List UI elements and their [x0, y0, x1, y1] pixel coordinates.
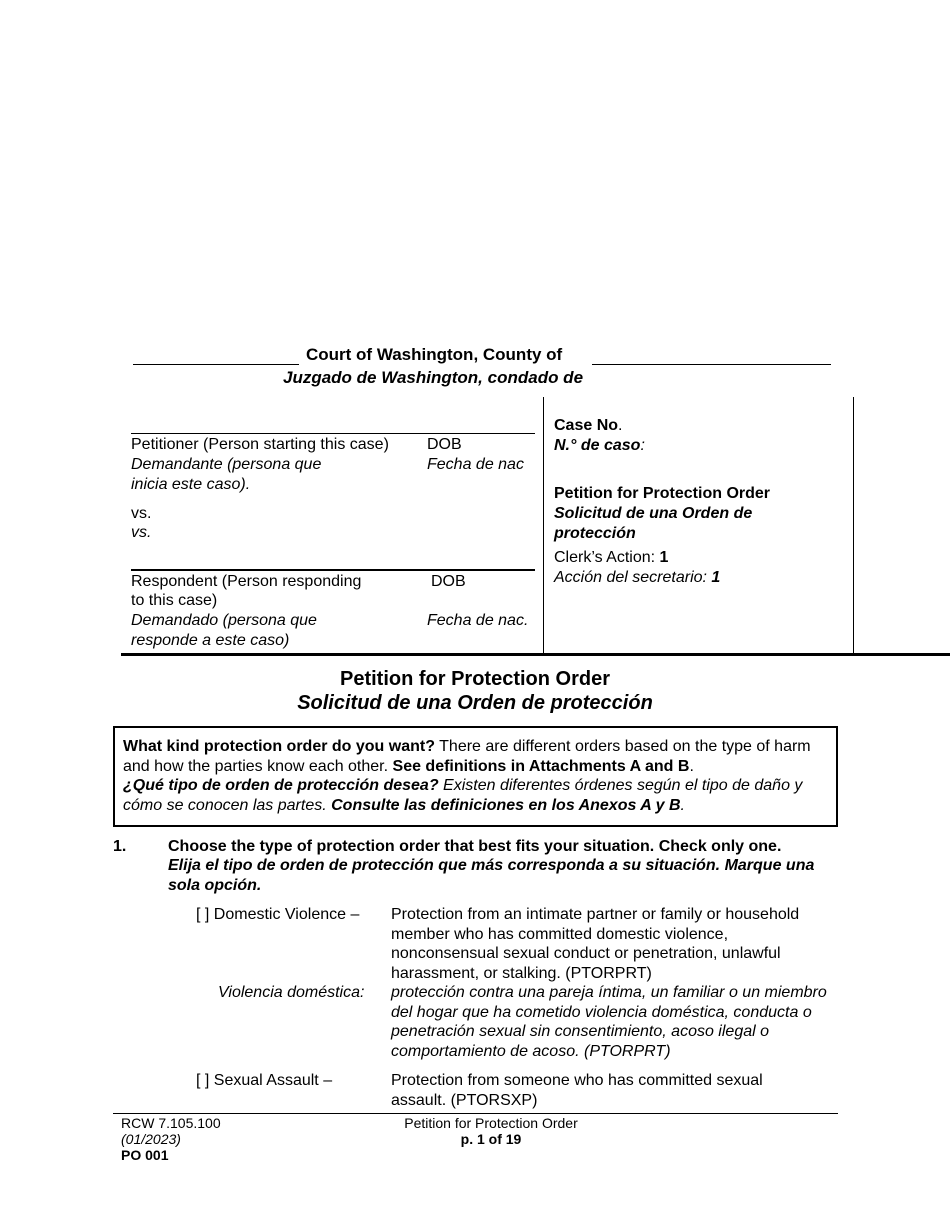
respondent-dob: DOB	[431, 573, 466, 590]
checkbox-sexual-assault[interactable]: [ ]	[196, 1072, 210, 1089]
section-instruction: Choose the type of protection order that best fits your situation. Check only one.	[168, 838, 782, 855]
info-box-en: What kind protection order do you want? There are different orders based on the type of harm and how the parties know each other. See definitions in Attachments A and B.	[123, 738, 811, 775]
section-number: 1.	[113, 838, 127, 855]
respondent-label-2: to this case)	[131, 592, 218, 609]
case-number-label-es: N.° de caso:	[554, 437, 645, 454]
option-desc-es: protección contra una pareja íntima, un familiar o un miembro del hogar que ha cometido violencia doméstica, conducta o penetración sexual sin consentimiento, acoso ilegal o comportamiento de acoso. (PTORPRT)	[391, 984, 827, 1060]
footer-form-number: PO 001	[121, 1147, 169, 1163]
doc-title-es-1: Solicitud de una Orden de	[554, 505, 753, 522]
footer-date: (01/2023)	[121, 1131, 181, 1147]
caption-divider	[543, 397, 544, 654]
vs-label-es: vs.	[131, 524, 152, 541]
county-blank-left[interactable]	[133, 364, 299, 365]
court-title: Court of Washington, County of	[306, 345, 563, 364]
info-box-es: ¿Qué tipo de orden de protección desea? Existen diferentes órdenes según el tipo de daño y cómo se conocen las partes. Consulte las definiciones en los Anexos A y B.	[123, 777, 803, 814]
clerk-action: Clerk’s Action: 1	[554, 549, 669, 566]
footer-rule	[113, 1113, 838, 1114]
case-number-label: Case No.	[554, 417, 623, 434]
doc-title: Petition for Protection Order	[554, 485, 771, 502]
respondent-name-line[interactable]	[131, 569, 535, 571]
respondent-label-es-2: responde a este caso)	[131, 632, 290, 649]
petitioner-dob-es: Fecha de nac	[427, 456, 524, 473]
option-domestic-violence[interactable]	[196, 905, 359, 925]
respondent-label-es-1: Demandado (persona que	[131, 612, 317, 629]
option-desc: Protection from someone who has committed sexual assault. (PTORSXP)	[391, 1072, 763, 1109]
footer-page: p. 1 of 19	[460, 1131, 522, 1147]
petitioner-name-line[interactable]	[131, 433, 535, 434]
option-label: Domestic Violence –	[213, 906, 360, 923]
footer-rcw: RCW 7.105.100	[121, 1115, 221, 1131]
petitioner-label: Petitioner (Person starting this case)	[131, 436, 389, 453]
checkbox-domestic-violence[interactable]: [ ]	[196, 906, 210, 923]
option-sexual-assault[interactable]	[196, 1071, 332, 1091]
petitioner-label-es-2: inicia este caso).	[131, 476, 251, 493]
vs-label: vs.	[131, 505, 152, 522]
petitioner-dob: DOB	[427, 436, 462, 453]
clerk-action-es: Acción del secretario: 1	[554, 569, 721, 586]
option-label: Sexual Assault –	[213, 1072, 333, 1089]
option-label-es: Violencia doméstica:	[218, 984, 365, 1001]
page-title-es: Solicitud de una Orden de protección	[297, 692, 653, 714]
court-title-es: Juzgado de Washington, condado de	[283, 368, 584, 387]
caption-bottom-rule	[121, 653, 950, 656]
footer-title: Petition for Protection Order	[404, 1115, 578, 1131]
caption-right-border	[853, 397, 854, 654]
respondent-dob-es: Fecha de nac.	[427, 612, 529, 629]
info-box	[113, 726, 838, 827]
option-desc: Protection from an intimate partner or family or household member who has committed domestic violence, nonconsensual sexual conduct or penetration, unlawful harassment, or stalking. (PTORPRT)	[391, 906, 800, 982]
page-title: Petition for Protection Order	[339, 668, 611, 690]
county-blank-right[interactable]	[592, 364, 831, 365]
petitioner-label-es-1: Demandante (persona que	[131, 456, 322, 473]
section-instruction-es: Elija el tipo de orden de protección que más corresponda a su situación. Marque una sola opción.	[168, 857, 815, 894]
doc-title-es-2: protección	[554, 525, 636, 542]
respondent-label-1: Respondent (Person responding	[131, 573, 362, 590]
